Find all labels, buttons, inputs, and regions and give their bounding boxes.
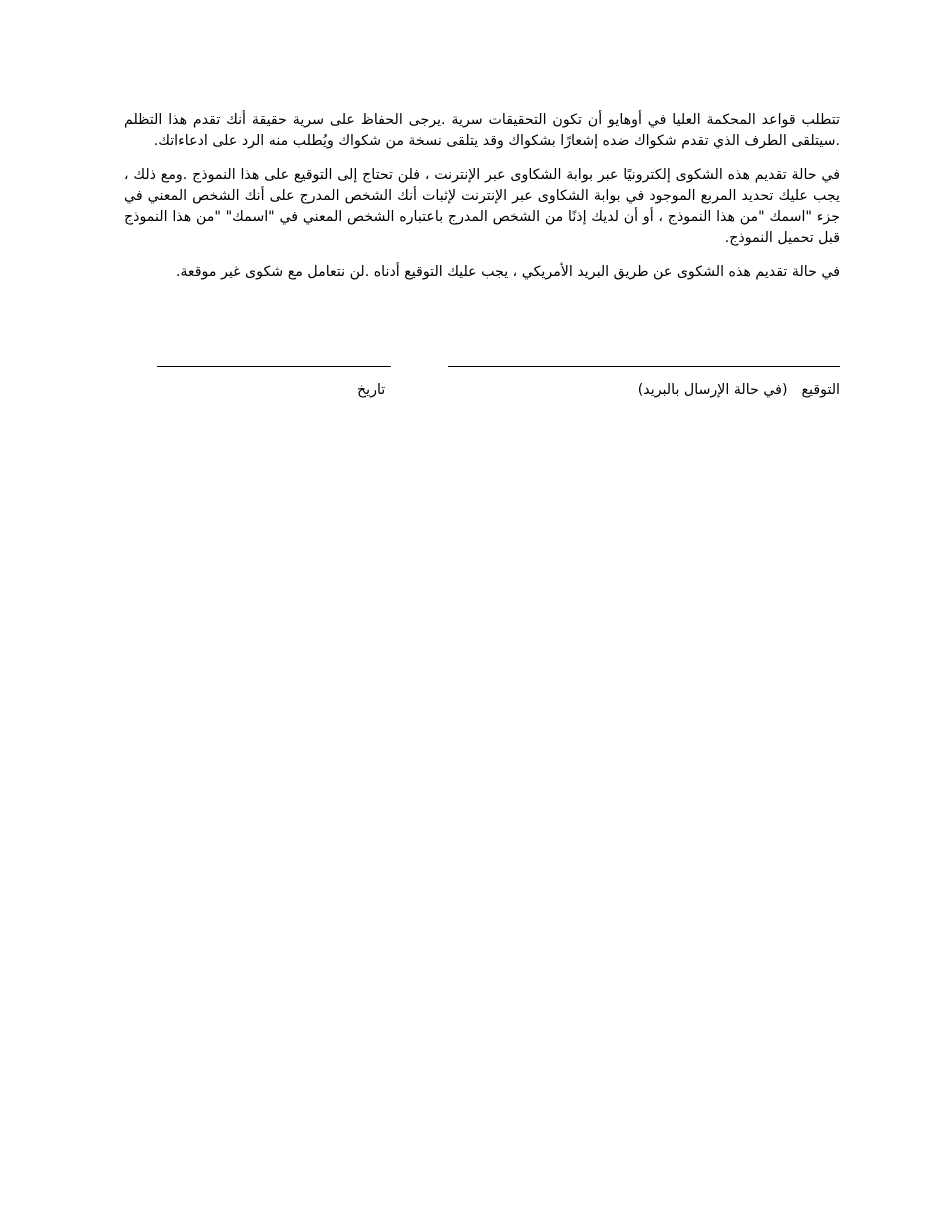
signature-label-word: التوقيع	[801, 382, 840, 398]
date-line[interactable]	[157, 366, 391, 367]
instructions-body	[124, 110, 840, 296]
confidentiality-paragraph: تتطلب قواعد المحكمة العليا في أوهايو أن تكون التحقيقات سرية .يرجى الحفاظ على سرية حقيقة أنك تقدم هذا التظلم .سيتلقى الطرف الذي تقدم شكواك ضده إشعارًا بشكواك وقد يتلقى نسخة من شكواك ويُطلب منه الرد على ادعاءاتك.	[124, 112, 840, 149]
mail-submission-paragraph: في حالة تقديم هذه الشكوى عن طريق البريد الأمريكي ، يجب عليك التوقيع أدناه .لن نتعامل مع شكوى غير موقعة.	[175, 264, 840, 280]
signature-block	[157, 366, 840, 406]
signature-line[interactable]	[448, 366, 840, 367]
date-label: تاريخ	[357, 382, 386, 398]
signature-label	[638, 380, 840, 400]
signature-label-note: (في حالة الإرسال بالبريد)	[637, 382, 788, 398]
online-submission-paragraph: في حالة تقديم هذه الشكوى إلكترونيًا عبر بوابة الشكاوى عبر الإنترنت ، فلن تحتاج إلى التوقيع على هذا النموذج .ومع ذلك ، يجب عليك تحديد المربع الموجود في بوابة الشكاوى عبر الإنترنت لإثبات أنك الشخص المدرج على أنك الشخص المعني في جزء "اسمك "من هذا النموذج ، أو أن لديك إذنًا من الشخص المدرج باعتباره الشخص المعني في "اسمك" "من هذا النموذج قبل تحميل النموذج.	[124, 167, 840, 246]
